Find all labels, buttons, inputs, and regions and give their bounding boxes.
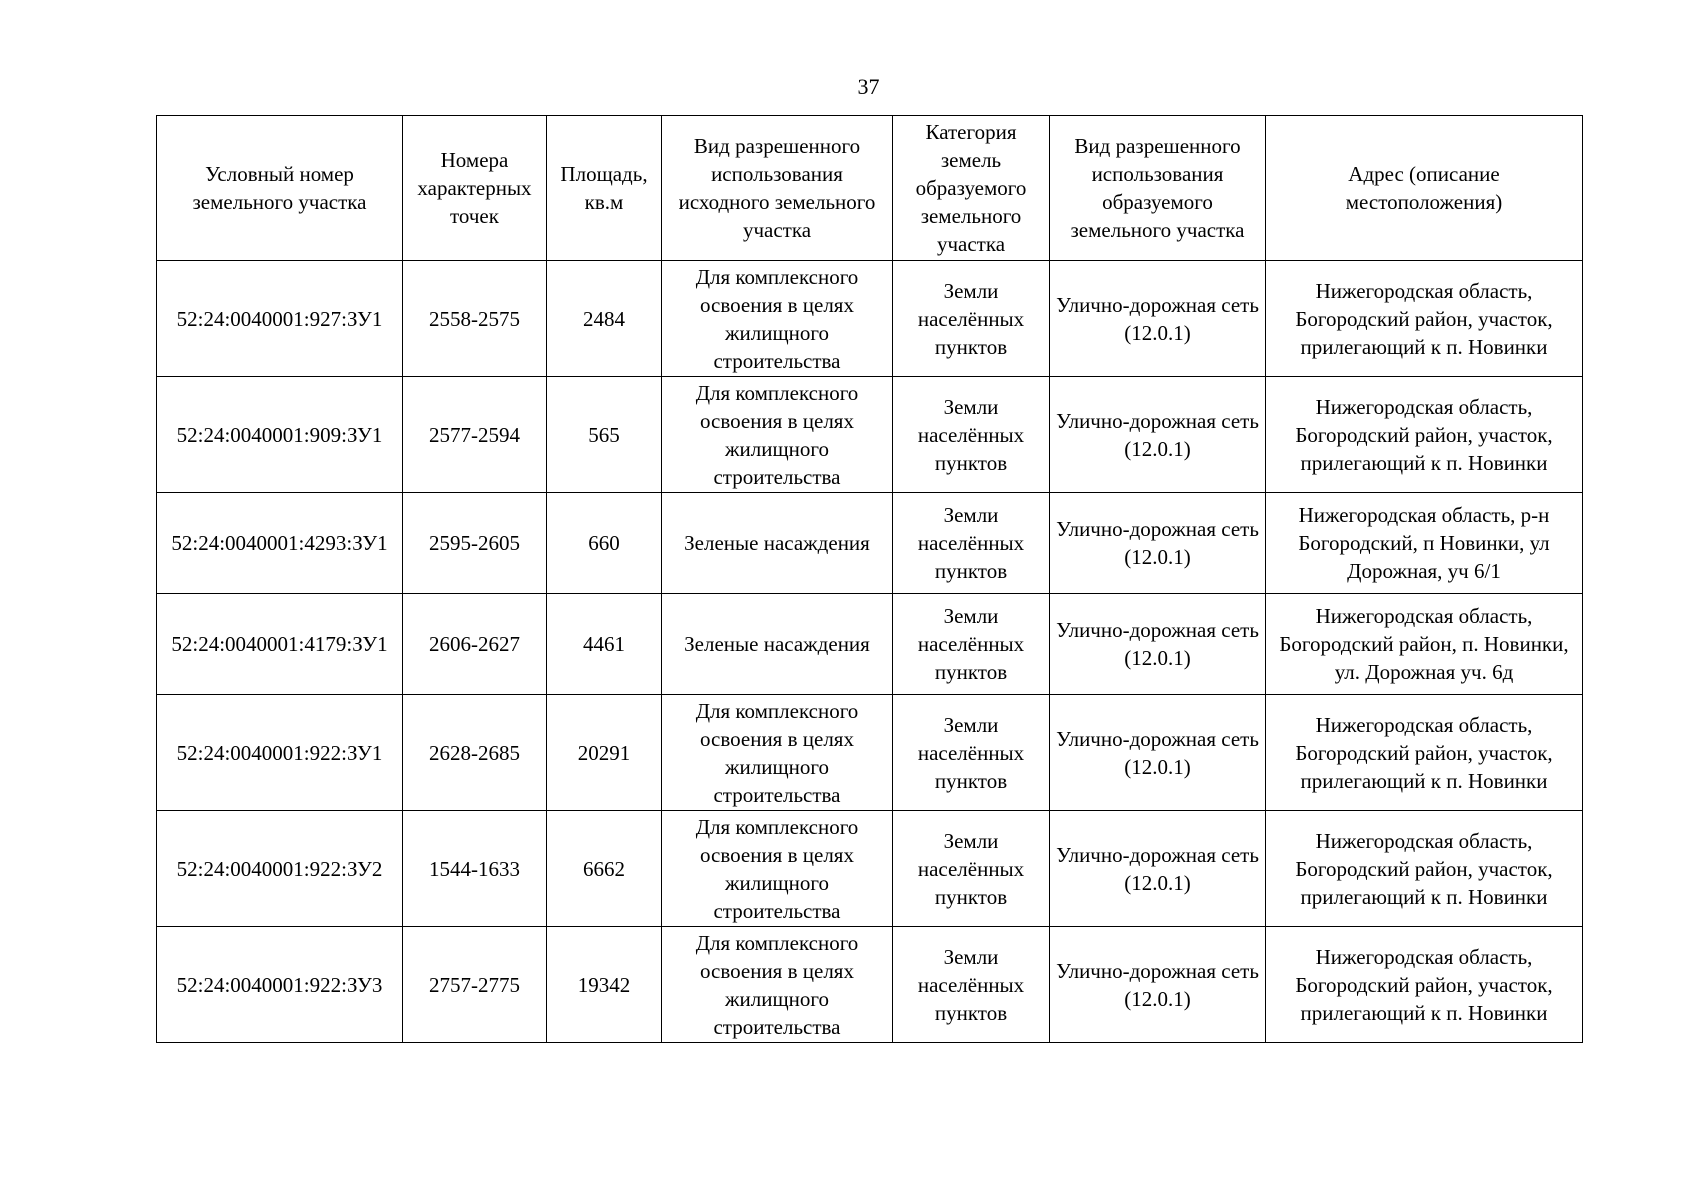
cell-new-use: Улично-дорожная сеть (12.0.1) <box>1050 377 1266 493</box>
cell-plot-number: 52:24:0040001:909:ЗУ1 <box>157 377 403 493</box>
cell-points: 2577-2594 <box>403 377 547 493</box>
cell-new-use: Улично-дорожная сеть (12.0.1) <box>1050 695 1266 811</box>
cell-source-use: Для комплексного освоения в целях жилищного строительства <box>662 695 893 811</box>
cell-source-use: Зеленые насаждения <box>662 493 893 594</box>
header-area: Площадь, кв.м <box>547 116 662 261</box>
cell-category: Земли населённых пунктов <box>893 695 1050 811</box>
table-row <box>157 261 1583 377</box>
table-row <box>157 594 1583 695</box>
table-row <box>157 377 1583 493</box>
cell-area: 6662 <box>547 811 662 927</box>
cell-area: 2484 <box>547 261 662 377</box>
cell-points: 2606-2627 <box>403 594 547 695</box>
cell-category: Земли населённых пунктов <box>893 927 1050 1043</box>
cell-new-use: Улично-дорожная сеть (12.0.1) <box>1050 493 1266 594</box>
page-number: 37 <box>857 74 880 99</box>
header-plot-number: Условный номер земельного участка <box>157 116 403 261</box>
table-row <box>157 493 1583 594</box>
cell-plot-number: 52:24:0040001:4179:ЗУ1 <box>157 594 403 695</box>
cell-category: Земли населённых пунктов <box>893 261 1050 377</box>
cell-source-use: Для комплексного освоения в целях жилищного строительства <box>662 261 893 377</box>
land-plots-table <box>156 115 1583 1043</box>
cell-source-use: Для комплексного освоения в целях жилищного строительства <box>662 377 893 493</box>
table-row <box>157 927 1583 1043</box>
table-header-row <box>157 116 1583 261</box>
cell-source-use: Для комплексного освоения в целях жилищного строительства <box>662 811 893 927</box>
cell-address: Нижегородская область, Богородский район, участок, прилегающий к п. Новинки <box>1266 927 1583 1043</box>
header-points: Номера характерных точек <box>403 116 547 261</box>
header-source-use: Вид разрешенного использования исходного земельного участка <box>662 116 893 261</box>
cell-address: Нижегородская область, Богородский район, участок, прилегающий к п. Новинки <box>1266 811 1583 927</box>
cell-address: Нижегородская область, Богородский район, участок, прилегающий к п. Новинки <box>1266 377 1583 493</box>
cell-area: 19342 <box>547 927 662 1043</box>
header-new-use: Вид разрешенного использования образуемого земельного участка <box>1050 116 1266 261</box>
cell-address: Нижегородская область, Богородский район, п. Новинки, ул. Дорожная уч. 6д <box>1266 594 1583 695</box>
cell-address: Нижегородская область, Богородский район, участок, прилегающий к п. Новинки <box>1266 695 1583 811</box>
cell-new-use: Улично-дорожная сеть (12.0.1) <box>1050 261 1266 377</box>
cell-points: 2558-2575 <box>403 261 547 377</box>
cell-category: Земли населённых пунктов <box>893 594 1050 695</box>
cell-source-use: Для комплексного освоения в целях жилищного строительства <box>662 927 893 1043</box>
cell-address: Нижегородская область, Богородский район, участок, прилегающий к п. Новинки <box>1266 261 1583 377</box>
cell-category: Земли населённых пунктов <box>893 377 1050 493</box>
cell-source-use: Зеленые насаждения <box>662 594 893 695</box>
cell-plot-number: 52:24:0040001:927:ЗУ1 <box>157 261 403 377</box>
header-category: Категория земель образуемого земельного участка <box>893 116 1050 261</box>
cell-new-use: Улично-дорожная сеть (12.0.1) <box>1050 927 1266 1043</box>
cell-points: 2757-2775 <box>403 927 547 1043</box>
cell-area: 4461 <box>547 594 662 695</box>
header-address: Адрес (описание местоположения) <box>1266 116 1583 261</box>
cell-area: 565 <box>547 377 662 493</box>
cell-points: 2628-2685 <box>403 695 547 811</box>
cell-area: 20291 <box>547 695 662 811</box>
table-row <box>157 695 1583 811</box>
cell-points: 2595-2605 <box>403 493 547 594</box>
cell-category: Земли населённых пунктов <box>893 493 1050 594</box>
cell-new-use: Улично-дорожная сеть (12.0.1) <box>1050 811 1266 927</box>
cell-plot-number: 52:24:0040001:922:ЗУ2 <box>157 811 403 927</box>
cell-new-use: Улично-дорожная сеть (12.0.1) <box>1050 594 1266 695</box>
cell-category: Земли населённых пунктов <box>893 811 1050 927</box>
cell-plot-number: 52:24:0040001:922:ЗУ3 <box>157 927 403 1043</box>
cell-points: 1544-1633 <box>403 811 547 927</box>
table-row <box>157 811 1583 927</box>
cell-area: 660 <box>547 493 662 594</box>
cell-plot-number: 52:24:0040001:4293:ЗУ1 <box>157 493 403 594</box>
cell-plot-number: 52:24:0040001:922:ЗУ1 <box>157 695 403 811</box>
cell-address: Нижегородская область, р-н Богородский, п Новинки, ул Дорожная, уч 6/1 <box>1266 493 1583 594</box>
